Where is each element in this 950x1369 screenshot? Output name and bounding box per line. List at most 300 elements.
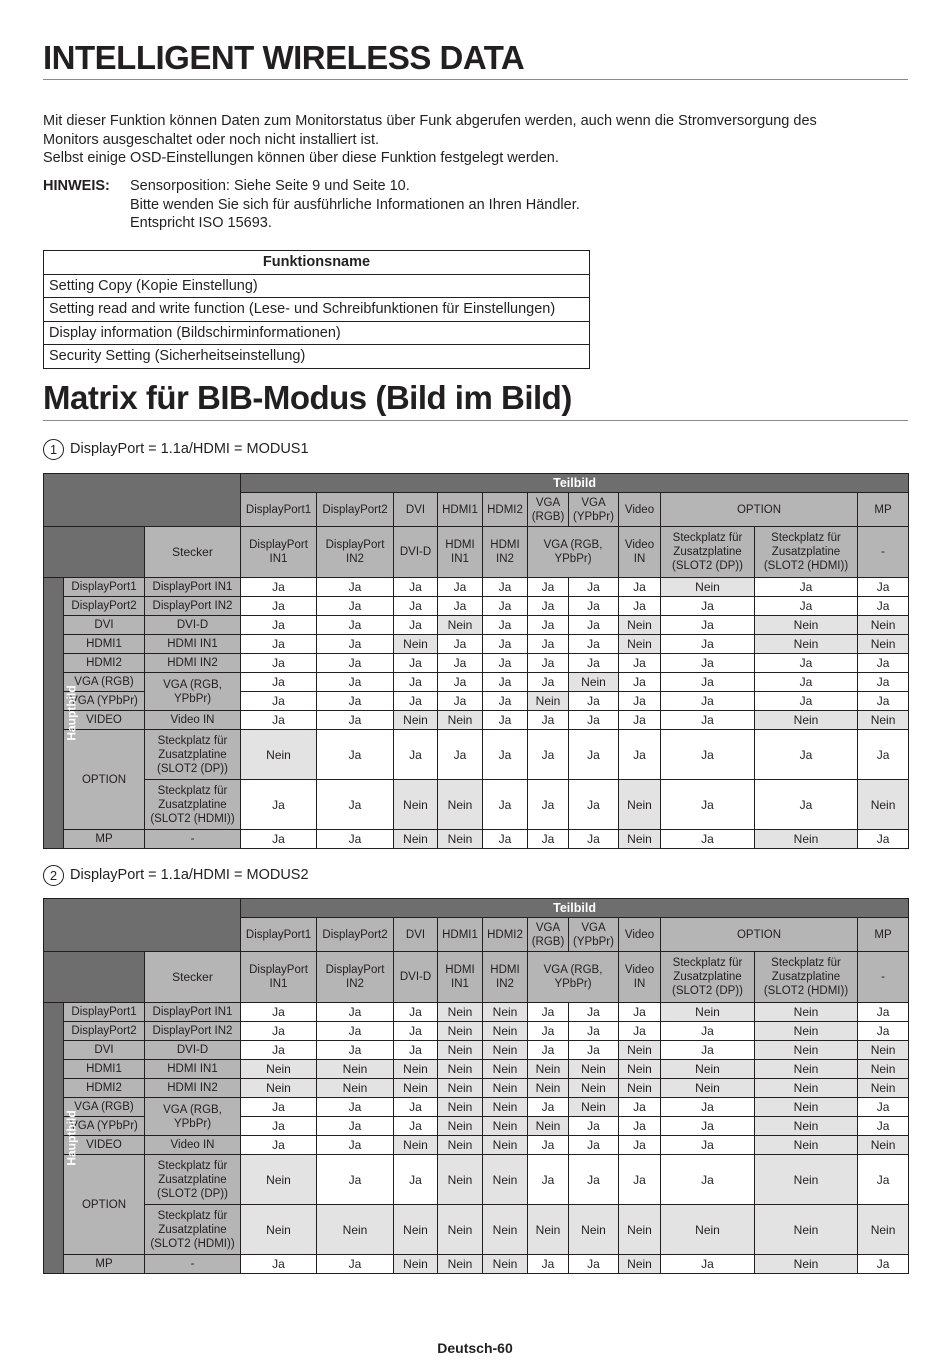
compat-cell: Nein — [755, 1117, 858, 1136]
compat-cell: Ja — [317, 711, 394, 730]
compat-cell: Ja — [241, 616, 317, 635]
compat-cell: Ja — [483, 692, 528, 711]
compat-cell: Ja — [661, 616, 755, 635]
col-connector-header: HDMI IN1 — [438, 952, 483, 1003]
compat-cell: Nein — [569, 673, 619, 692]
compat-cell: Ja — [241, 692, 317, 711]
compat-cell: Ja — [317, 1117, 394, 1136]
row-connector-header: HDMI IN1 — [145, 1060, 241, 1079]
compat-cell: Ja — [569, 616, 619, 635]
col-group-header: VGA (RGB) — [528, 493, 569, 527]
compat-cell: Ja — [619, 730, 661, 780]
number-circle-icon: 2 — [43, 865, 64, 886]
compat-cell: Ja — [858, 730, 909, 780]
compat-cell: Ja — [569, 1136, 619, 1155]
matrix-row — [44, 474, 909, 493]
compat-cell: Ja — [661, 635, 755, 654]
row-group-header: HDMI1 — [64, 1060, 145, 1079]
compat-cell: Ja — [483, 673, 528, 692]
compat-cell: Nein — [483, 1060, 528, 1079]
matrix-row — [44, 578, 909, 597]
compat-cell: Ja — [241, 1022, 317, 1041]
matrix-corner — [44, 474, 241, 527]
compat-cell: Nein — [438, 830, 483, 849]
row-connector-header: DisplayPort IN1 — [145, 578, 241, 597]
compat-cell: Ja — [317, 616, 394, 635]
compat-cell: Ja — [661, 830, 755, 849]
compat-cell: Ja — [317, 578, 394, 597]
col-group-header: OPTION — [661, 918, 858, 952]
compat-cell: Nein — [858, 1136, 909, 1155]
col-connector-header: - — [858, 952, 909, 1003]
matrix-corner — [44, 899, 241, 952]
compat-cell: Nein — [619, 830, 661, 849]
matrix-row — [44, 952, 909, 1003]
row-connector-header: Steckplatz für Zusatzplatine (SLOT2 (HDMI)) — [145, 780, 241, 830]
compat-cell: Nein — [528, 1205, 569, 1255]
row-connector-header: Video IN — [145, 1136, 241, 1155]
compat-cell: Ja — [483, 730, 528, 780]
compat-cell: Nein — [661, 1060, 755, 1079]
matrix-row — [44, 730, 909, 780]
col-connector-header: DisplayPort IN1 — [241, 952, 317, 1003]
compat-cell: Ja — [528, 616, 569, 635]
compat-cell: Nein — [858, 780, 909, 830]
compat-cell: Nein — [241, 1155, 317, 1205]
col-group-header: VGA (YPbPr) — [569, 493, 619, 527]
compat-cell: Ja — [858, 1022, 909, 1041]
col-group-header: DVI — [394, 493, 438, 527]
matrix-row — [44, 780, 909, 830]
compat-cell: Ja — [858, 1117, 909, 1136]
compat-cell: Ja — [528, 654, 569, 673]
row-group-header: HDMI2 — [64, 654, 145, 673]
stecker-header: Stecker — [145, 527, 241, 578]
matrix-row — [44, 1098, 909, 1117]
compat-cell: Ja — [661, 780, 755, 830]
compat-cell: Nein — [755, 1136, 858, 1155]
matrix-row — [44, 673, 909, 692]
matrix-title: DisplayPort = 1.1a/HDMI = MODUS2 — [70, 867, 309, 883]
note-lines — [130, 177, 580, 233]
matrix-row — [44, 711, 909, 730]
compat-cell: Ja — [661, 1155, 755, 1205]
compat-cell: Nein — [619, 1060, 661, 1079]
compat-cell: Nein — [528, 692, 569, 711]
compat-cell: Ja — [483, 616, 528, 635]
compat-cell: Ja — [394, 1003, 438, 1022]
matrix-row — [44, 1136, 909, 1155]
compat-cell: Ja — [528, 830, 569, 849]
row-connector-header: - — [145, 1255, 241, 1274]
compat-cell: Nein — [858, 1205, 909, 1255]
compat-cell: Ja — [317, 692, 394, 711]
compat-cell: Ja — [241, 597, 317, 616]
compat-cell: Ja — [528, 1022, 569, 1041]
col-connector-header: HDMI IN2 — [483, 952, 528, 1003]
note-label: HINWEIS: — [43, 178, 110, 194]
compat-cell: Ja — [241, 673, 317, 692]
compat-cell: Nein — [438, 1098, 483, 1117]
col-group-header: DVI — [394, 918, 438, 952]
compat-cell: Ja — [661, 692, 755, 711]
compat-cell: Ja — [483, 780, 528, 830]
intro-line: Selbst einige OSD-Einstellungen können über diese Funktion festgelegt werden. — [43, 150, 559, 166]
compat-cell: Nein — [394, 635, 438, 654]
compat-cell: Nein — [755, 1155, 858, 1205]
compat-cell: Nein — [569, 1205, 619, 1255]
col-group-header: VGA (RGB) — [528, 918, 569, 952]
bib-matrix-table — [43, 473, 909, 849]
compat-cell: Nein — [755, 830, 858, 849]
teilbild-header: Teilbild — [241, 899, 909, 918]
compat-cell: Ja — [569, 780, 619, 830]
note-line: Bitte wenden Sie sich für ausführliche Informationen an Ihren Händler. — [130, 196, 580, 213]
compat-cell: Ja — [438, 578, 483, 597]
compat-cell: Ja — [483, 578, 528, 597]
compat-cell: Ja — [661, 1022, 755, 1041]
col-group-header: MP — [858, 918, 909, 952]
compat-cell: Nein — [619, 1041, 661, 1060]
compat-cell: Ja — [394, 597, 438, 616]
compat-cell: Ja — [569, 597, 619, 616]
intro-line: Mit dieser Funktion können Daten zum Monitorstatus über Funk abgerufen werden, auch wenn die Stromversorgung des — [43, 113, 817, 129]
page-title: INTELLIGENT WIRELESS DATA — [43, 38, 908, 80]
function-row: Display information (Bildschirminformationen) — [44, 321, 590, 345]
intro-text — [43, 112, 908, 168]
compat-cell: Ja — [241, 830, 317, 849]
compat-cell: Ja — [317, 1255, 394, 1274]
compat-cell: Ja — [569, 654, 619, 673]
compat-cell: Ja — [528, 730, 569, 780]
compat-cell: Nein — [858, 1060, 909, 1079]
compat-cell: Nein — [858, 616, 909, 635]
compat-cell: Ja — [619, 1117, 661, 1136]
row-group-header: VGA (YPbPr) — [64, 692, 145, 711]
note-line: Entspricht ISO 15693. — [130, 215, 272, 231]
function-row: Setting read and write function (Lese- und Schreibfunktionen für Einstellungen) — [44, 298, 590, 322]
compat-cell: Ja — [317, 780, 394, 830]
compat-cell: Ja — [755, 730, 858, 780]
compat-cell: Ja — [858, 830, 909, 849]
compat-cell: Nein — [661, 1205, 755, 1255]
matrix-row — [44, 1041, 909, 1060]
section-title: Matrix für BIB-Modus (Bild im Bild) — [43, 378, 908, 421]
compat-cell: Ja — [317, 1098, 394, 1117]
row-connector-header: VGA (RGB, YPbPr) — [145, 1098, 241, 1136]
col-connector-header: HDMI IN1 — [438, 527, 483, 578]
compat-cell: Nein — [438, 1255, 483, 1274]
compat-cell: Nein — [755, 1060, 858, 1079]
compat-cell: Ja — [569, 1022, 619, 1041]
compat-cell: Ja — [317, 1136, 394, 1155]
col-group-header: HDMI2 — [483, 918, 528, 952]
compat-cell: Nein — [569, 1079, 619, 1098]
compat-cell: Nein — [483, 1117, 528, 1136]
col-group-header: MP — [858, 493, 909, 527]
compat-cell: Ja — [619, 1155, 661, 1205]
compat-cell: Ja — [858, 597, 909, 616]
col-connector-header: DisplayPort IN2 — [317, 527, 394, 578]
compat-cell: Nein — [858, 711, 909, 730]
bib-matrix-table — [43, 898, 909, 1274]
compat-cell: Ja — [483, 597, 528, 616]
compat-cell: Nein — [661, 578, 755, 597]
col-connector-header: Video IN — [619, 527, 661, 578]
compat-cell: Ja — [438, 692, 483, 711]
compat-cell: Ja — [619, 578, 661, 597]
compat-cell: Nein — [755, 1079, 858, 1098]
compat-cell: Ja — [394, 1041, 438, 1060]
compat-cell: Nein — [755, 1205, 858, 1255]
function-row: Setting Copy (Kopie Einstellung) — [44, 274, 590, 298]
compat-cell: Ja — [394, 616, 438, 635]
compat-cell: Ja — [528, 1041, 569, 1060]
compat-cell: Ja — [394, 673, 438, 692]
row-group-header: DVI — [64, 1041, 145, 1060]
col-connector-header: Video IN — [619, 952, 661, 1003]
compat-cell: Ja — [317, 830, 394, 849]
compat-cell: Nein — [858, 1079, 909, 1098]
col-connector-header: DVI-D — [394, 952, 438, 1003]
col-connector-header: VGA (RGB, YPbPr) — [528, 952, 619, 1003]
compat-cell: Ja — [755, 654, 858, 673]
col-group-header: DisplayPort2 — [317, 918, 394, 952]
hauptbild-label: Hauptbild — [64, 685, 79, 741]
row-connector-header: DisplayPort IN1 — [145, 1003, 241, 1022]
compat-cell: Nein — [483, 1003, 528, 1022]
compat-cell: Ja — [755, 780, 858, 830]
compat-cell: Ja — [619, 673, 661, 692]
compat-cell: Ja — [394, 654, 438, 673]
compat-cell: Ja — [483, 711, 528, 730]
compat-cell: Nein — [619, 616, 661, 635]
compat-cell: Nein — [438, 1041, 483, 1060]
compat-cell: Ja — [394, 692, 438, 711]
row-connector-header: DisplayPort IN2 — [145, 597, 241, 616]
compat-cell: Ja — [528, 1003, 569, 1022]
compat-cell: Ja — [619, 654, 661, 673]
matrix-corner-lower — [44, 527, 145, 578]
compat-cell: Nein — [483, 1022, 528, 1041]
note-block — [43, 177, 580, 233]
row-connector-header: Steckplatz für Zusatzplatine (SLOT2 (DP)) — [145, 1155, 241, 1205]
note-line: Sensorposition: Siehe Seite 9 und Seite 10. — [130, 178, 410, 194]
col-group-header: Video — [619, 493, 661, 527]
compat-cell: Nein — [241, 1079, 317, 1098]
compat-cell: Ja — [858, 654, 909, 673]
compat-cell: Nein — [317, 1079, 394, 1098]
compat-cell: Ja — [661, 730, 755, 780]
compat-cell: Nein — [619, 1255, 661, 1274]
col-group-header: VGA (YPbPr) — [569, 918, 619, 952]
compat-cell: Nein — [619, 635, 661, 654]
compat-cell: Ja — [661, 1136, 755, 1155]
page-footer: Deutsch-60 — [437, 1340, 513, 1356]
compat-cell: Ja — [858, 692, 909, 711]
compat-cell: Ja — [241, 578, 317, 597]
compat-cell: Ja — [394, 1022, 438, 1041]
compat-cell: Ja — [528, 1255, 569, 1274]
compat-cell: Nein — [569, 1098, 619, 1117]
col-connector-header: - — [858, 527, 909, 578]
compat-cell: Ja — [619, 692, 661, 711]
compat-cell: Nein — [619, 780, 661, 830]
row-connector-header: DVI-D — [145, 616, 241, 635]
compat-cell: Ja — [483, 830, 528, 849]
row-connector-header: - — [145, 830, 241, 849]
row-group-header: DisplayPort1 — [64, 1003, 145, 1022]
teilbild-header: Teilbild — [241, 474, 909, 493]
compat-cell: Ja — [317, 1155, 394, 1205]
function-row: Security Setting (Sicherheitseinstellung) — [44, 345, 590, 369]
row-group-header: DisplayPort1 — [64, 578, 145, 597]
compat-cell: Ja — [661, 711, 755, 730]
compat-cell: Nein — [317, 1205, 394, 1255]
row-group-header: VGA (RGB) — [64, 673, 145, 692]
compat-cell: Ja — [483, 635, 528, 654]
compat-cell: Ja — [858, 1155, 909, 1205]
compat-cell: Ja — [241, 635, 317, 654]
matrix-row — [44, 830, 909, 849]
compat-cell: Ja — [528, 1098, 569, 1117]
compat-cell: Ja — [619, 1098, 661, 1117]
compat-cell: Nein — [755, 1255, 858, 1274]
matrix-1-caption — [43, 438, 309, 460]
matrix-row — [44, 1155, 909, 1205]
compat-cell: Nein — [317, 1060, 394, 1079]
compat-cell: Ja — [619, 711, 661, 730]
row-group-header: VGA (YPbPr) — [64, 1117, 145, 1136]
col-connector-header: Steckplatz für Zusatzplatine (SLOT2 (HDMI)) — [755, 952, 858, 1003]
compat-cell: Ja — [241, 1098, 317, 1117]
compat-cell: Ja — [528, 673, 569, 692]
col-group-header: Video — [619, 918, 661, 952]
row-group-header: OPTION — [64, 730, 145, 830]
compat-cell: Ja — [483, 654, 528, 673]
compat-cell: Ja — [528, 1155, 569, 1205]
matrix-row — [44, 654, 909, 673]
matrix-title: DisplayPort = 1.1a/HDMI = MODUS1 — [70, 441, 309, 457]
compat-cell: Nein — [483, 1155, 528, 1205]
compat-cell: Ja — [528, 1136, 569, 1155]
row-group-header: VIDEO — [64, 1136, 145, 1155]
compat-cell: Nein — [755, 1022, 858, 1041]
compat-cell: Ja — [528, 780, 569, 830]
compat-cell: Ja — [619, 597, 661, 616]
compat-cell: Nein — [241, 1205, 317, 1255]
row-connector-header: HDMI IN1 — [145, 635, 241, 654]
col-connector-header: DVI-D — [394, 527, 438, 578]
compat-cell: Nein — [438, 1060, 483, 1079]
compat-cell: Ja — [241, 780, 317, 830]
compat-cell: Nein — [619, 1079, 661, 1098]
col-connector-header: DisplayPort IN2 — [317, 952, 394, 1003]
compat-cell: Ja — [858, 1255, 909, 1274]
matrix-row — [44, 1060, 909, 1079]
compat-cell: Ja — [394, 1155, 438, 1205]
compat-cell: Nein — [394, 1205, 438, 1255]
row-connector-header: HDMI IN2 — [145, 654, 241, 673]
row-group-header: HDMI2 — [64, 1079, 145, 1098]
col-connector-header: VGA (RGB, YPbPr) — [528, 527, 619, 578]
col-group-header: DisplayPort1 — [241, 918, 317, 952]
col-connector-header: Steckplatz für Zusatzplatine (SLOT2 (HDMI)) — [755, 527, 858, 578]
compat-cell: Nein — [619, 1205, 661, 1255]
compat-cell: Ja — [317, 730, 394, 780]
row-connector-header: VGA (RGB, YPbPr) — [145, 673, 241, 711]
col-group-header: DisplayPort2 — [317, 493, 394, 527]
compat-cell: Ja — [619, 1136, 661, 1155]
hauptbild-header — [44, 1003, 79, 1274]
matrix-row — [44, 527, 909, 578]
compat-cell: Ja — [858, 673, 909, 692]
row-connector-header: Video IN — [145, 711, 241, 730]
compat-cell: Nein — [483, 1098, 528, 1117]
compat-cell: Ja — [569, 830, 619, 849]
compat-cell: Ja — [394, 1098, 438, 1117]
matrix-row — [44, 899, 909, 918]
compat-cell: Ja — [569, 1041, 619, 1060]
compat-cell: Ja — [438, 730, 483, 780]
compat-cell: Ja — [858, 1098, 909, 1117]
compat-cell: Nein — [438, 1136, 483, 1155]
compat-cell: Ja — [569, 635, 619, 654]
compat-cell: Ja — [241, 1003, 317, 1022]
compat-cell: Ja — [619, 1022, 661, 1041]
compat-cell: Nein — [755, 616, 858, 635]
matrix-row — [44, 1205, 909, 1255]
compat-cell: Ja — [241, 1255, 317, 1274]
compat-cell: Ja — [569, 1003, 619, 1022]
compat-cell: Ja — [438, 673, 483, 692]
row-connector-header: DVI-D — [145, 1041, 241, 1060]
compat-cell: Nein — [858, 635, 909, 654]
row-group-header: VGA (RGB) — [64, 1098, 145, 1117]
compat-cell: Nein — [755, 1003, 858, 1022]
col-group-header: OPTION — [661, 493, 858, 527]
compat-cell: Ja — [317, 654, 394, 673]
row-group-header: DisplayPort2 — [64, 1022, 145, 1041]
compat-cell: Ja — [661, 1255, 755, 1274]
matrix-corner-lower — [44, 952, 145, 1003]
compat-cell: Ja — [661, 673, 755, 692]
intro-line: Monitors ausgeschaltet oder noch nicht installiert ist. — [43, 131, 380, 148]
compat-cell: Ja — [394, 1117, 438, 1136]
compat-cell: Nein — [438, 1117, 483, 1136]
row-connector-header: Steckplatz für Zusatzplatine (SLOT2 (HDMI)) — [145, 1205, 241, 1255]
compat-cell: Ja — [438, 635, 483, 654]
matrix-row — [44, 1003, 909, 1022]
compat-cell: Ja — [317, 1022, 394, 1041]
compat-cell: Nein — [438, 1003, 483, 1022]
compat-cell: Ja — [317, 673, 394, 692]
stecker-header: Stecker — [145, 952, 241, 1003]
compat-cell: Ja — [241, 1136, 317, 1155]
col-connector-header: HDMI IN2 — [483, 527, 528, 578]
compat-cell: Ja — [528, 578, 569, 597]
col-connector-header: Steckplatz für Zusatzplatine (SLOT2 (DP)) — [661, 952, 755, 1003]
compat-cell: Ja — [858, 1003, 909, 1022]
compat-cell: Nein — [755, 635, 858, 654]
compat-cell: Nein — [483, 1255, 528, 1274]
compat-cell: Nein — [483, 1041, 528, 1060]
compat-cell: Nein — [394, 1136, 438, 1155]
compat-cell: Ja — [755, 673, 858, 692]
compat-cell: Ja — [438, 654, 483, 673]
compat-cell: Nein — [438, 1079, 483, 1098]
matrix-2-caption — [43, 864, 309, 886]
